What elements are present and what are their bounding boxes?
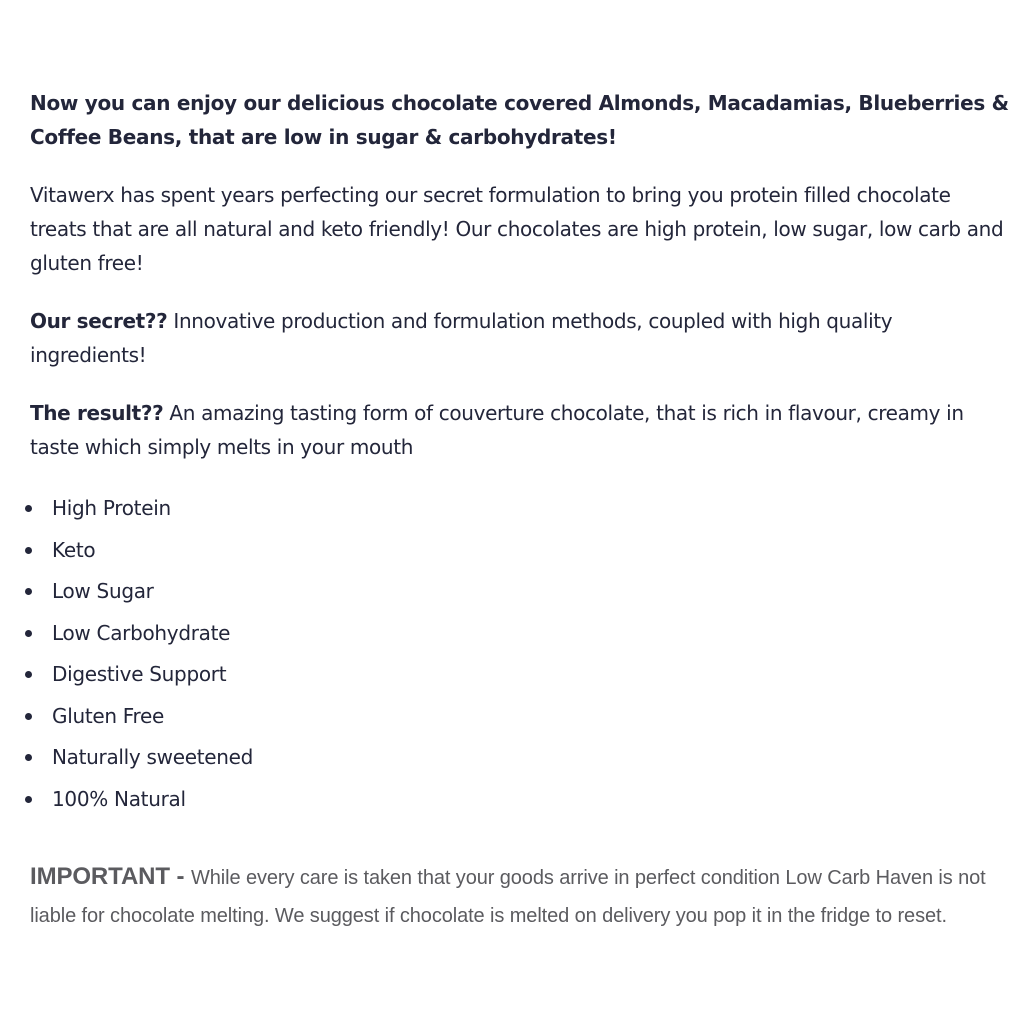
bullet-icon: [25, 588, 32, 595]
product-description: [30, 86, 1010, 955]
list-item: Naturally sweetened: [30, 737, 1010, 779]
secret-text: Innovative production and formulation methods, coupled with high quality ingredients!: [30, 309, 893, 367]
notice-text: While every care is taken that your goods arrive in perfect condition Low Carb Haven is not liable for chocolate melting. We suggest if chocolate is melted on delivery you pop it in the fridge to reset.: [30, 867, 986, 927]
secret-paragraph: [30, 304, 1010, 372]
important-label: IMPORTANT -: [30, 863, 191, 890]
melting-notice: [30, 858, 1010, 935]
bullet-icon: [25, 671, 32, 678]
bullet-icon: [25, 796, 32, 803]
result-label: The result??: [30, 401, 164, 425]
result-text: An amazing tasting form of couverture chocolate, that is rich in flavour, creamy in taste which simply melts in your mouth: [30, 401, 964, 459]
bullet-icon: [25, 713, 32, 720]
intro-paragraph: Vitawerx has spent years perfecting our secret formulation to bring you protein filled chocolate treats that are all natural and keto friendly! Our chocolates are high protein, low sugar, low carb and gluten free!: [30, 183, 1004, 275]
bullet-icon: [25, 754, 32, 761]
list-item: Low Sugar: [30, 571, 1010, 613]
bullet-icon: [25, 505, 32, 512]
list-item: Low Carbohydrate: [30, 613, 1010, 655]
list-item: High Protein: [30, 488, 1010, 530]
list-item: Keto: [30, 530, 1010, 572]
list-item: Digestive Support: [30, 654, 1010, 696]
headline: Now you can enjoy our delicious chocolate covered Almonds, Macadamias, Blueberries & Coffee Beans, that are low in sugar & carbohydrates!: [30, 91, 1009, 149]
result-paragraph: [30, 396, 1010, 464]
bullet-icon: [25, 630, 32, 637]
feature-list: [30, 488, 1010, 820]
bullet-icon: [25, 547, 32, 554]
list-item: Gluten Free: [30, 696, 1010, 738]
secret-label: Our secret??: [30, 309, 168, 333]
list-item: 100% Natural: [30, 779, 1010, 821]
